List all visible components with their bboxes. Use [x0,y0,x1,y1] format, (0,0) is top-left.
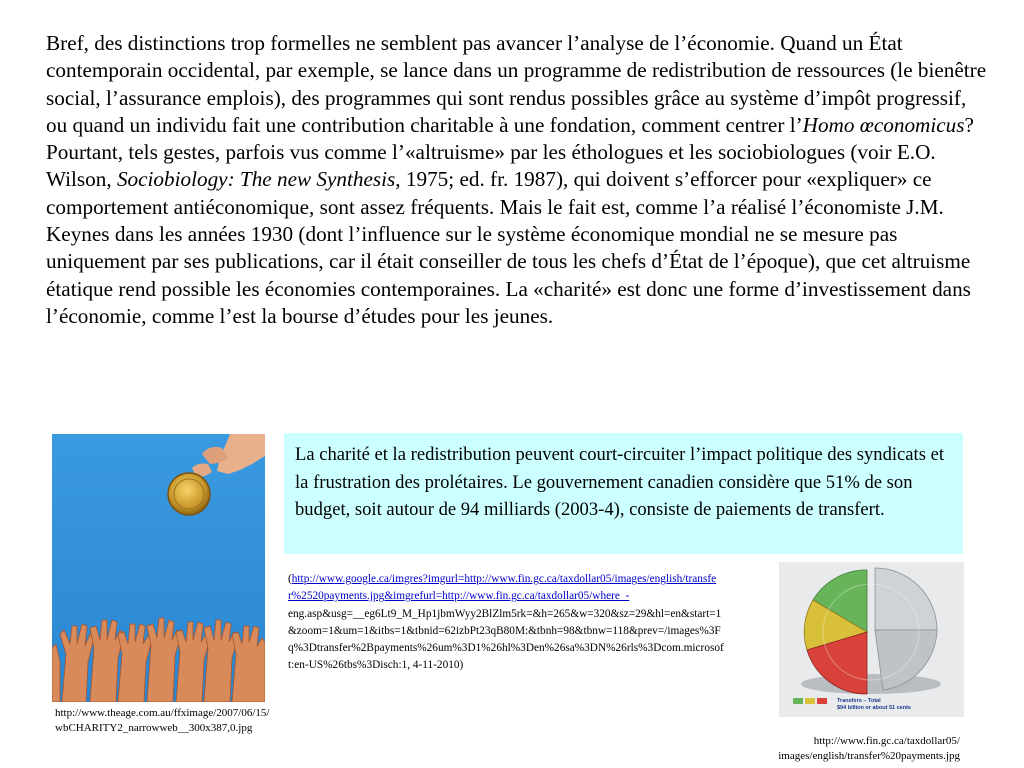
main-text-italic-homo: Homo œconomicus [802,112,965,137]
right-image-caption [700,734,960,764]
main-text-part3: , 1975; ed. fr. 1987), qui doivent s’efforcer pour «expliquer» ce comportement antiéconomique, sont assez fréquents. Mais le fait est, comme l’a réalisé l’économiste J.M. Keynes dans les années 1930 (dont l’influence sur le système économique mondial ne se mesure pas uniquement par ses publications, car il était conseiller de tous les chefs d’État de l’époque), que cet altruisme étatique rend possible les économies contemporaines. La «charité» est donc une forme d’investissement dans l’économie, comme l’est la bourse d’études pour les jeunes. [46,167,971,328]
main-text-part2: ? Pourtant, tels gestes, parfois vus comme l’«altruisme» par les éthologues et les sociobiologues (voir E.O. Wilson, [46,112,974,192]
coin-pie-illustration [779,562,964,717]
right-caption-line1: http://www.fin.gc.ca/taxdollar05/ [813,735,960,747]
right-image-label-line1: Transfers – Total [837,698,881,704]
url-remainder: eng.asp&usg=__eg6Lt9_M_Hp1jbmWyy2BlZlm5rk=&h=265&w=320&sz=29&hl=en&start=1&zoom=1&um=1&itbs=1&tbnid=62izbPt23qB80M:&tbnh=98&tbnw=118&prev=/images%3Fq%3Dtransfer%2Bpayments%26um%3D1%26hl%3Den%26sa%3DN%26rls%3Dcom.microsoft:en-US%26tbs%3Disch:1, 4-11-2010) [288,607,724,672]
main-text-italic-sociobiology: Sociobiology: The new Synthesis [116,167,396,192]
main-text-part1: Bref, des distinctions trop formelles ne semblent pas avancer l’analyse de l’économie. Quand un État contemporain occidental, par exemple, se lance dans un programme de redistribution de ressources (le bienêtre social, l’assurance emplois), des programmes qui sont rendus possibles grâce au système d’impôt progressif, ou quand un individu fait une contribution charitable à une fondation, comment centrer l’ [46,31,987,137]
info-callout-box [284,433,963,554]
right-caption-line2: images/english/transfer%20payments.jpg [778,750,960,762]
main-paragraph [46,30,990,330]
left-image-caption: http://www.theage.com.au/ffximage/2007/06/15/wbCHARITY2_narrowweb__300x387,0.jpg [55,707,270,734]
info-callout-text: La charité et la redistribution peuvent court-circuiter l’impact politique des syndicats et la frustration des prolétaires. Le gouvernement canadien considère que 51% de son budget, soit autour de 94 milliards (2003-4), consiste de paiements de transfert. [295,444,945,520]
source-url-block [288,571,728,675]
transfer-payments-image [779,562,964,717]
right-image-label-line2: $94 billion or about 51 cents [837,705,911,711]
url-open-paren: ( [288,573,292,585]
charity-hands-illustration [52,434,265,702]
source-link[interactable]: http://www.google.ca/imgres?imgurl=http://www.fin.gc.ca/taxdollar05/images/english/transfer%2520payments.jpg&imgrefurl=http://www.fin.gc.ca/taxdollar05/where_- [288,573,717,603]
charity-hands-image [52,434,265,702]
